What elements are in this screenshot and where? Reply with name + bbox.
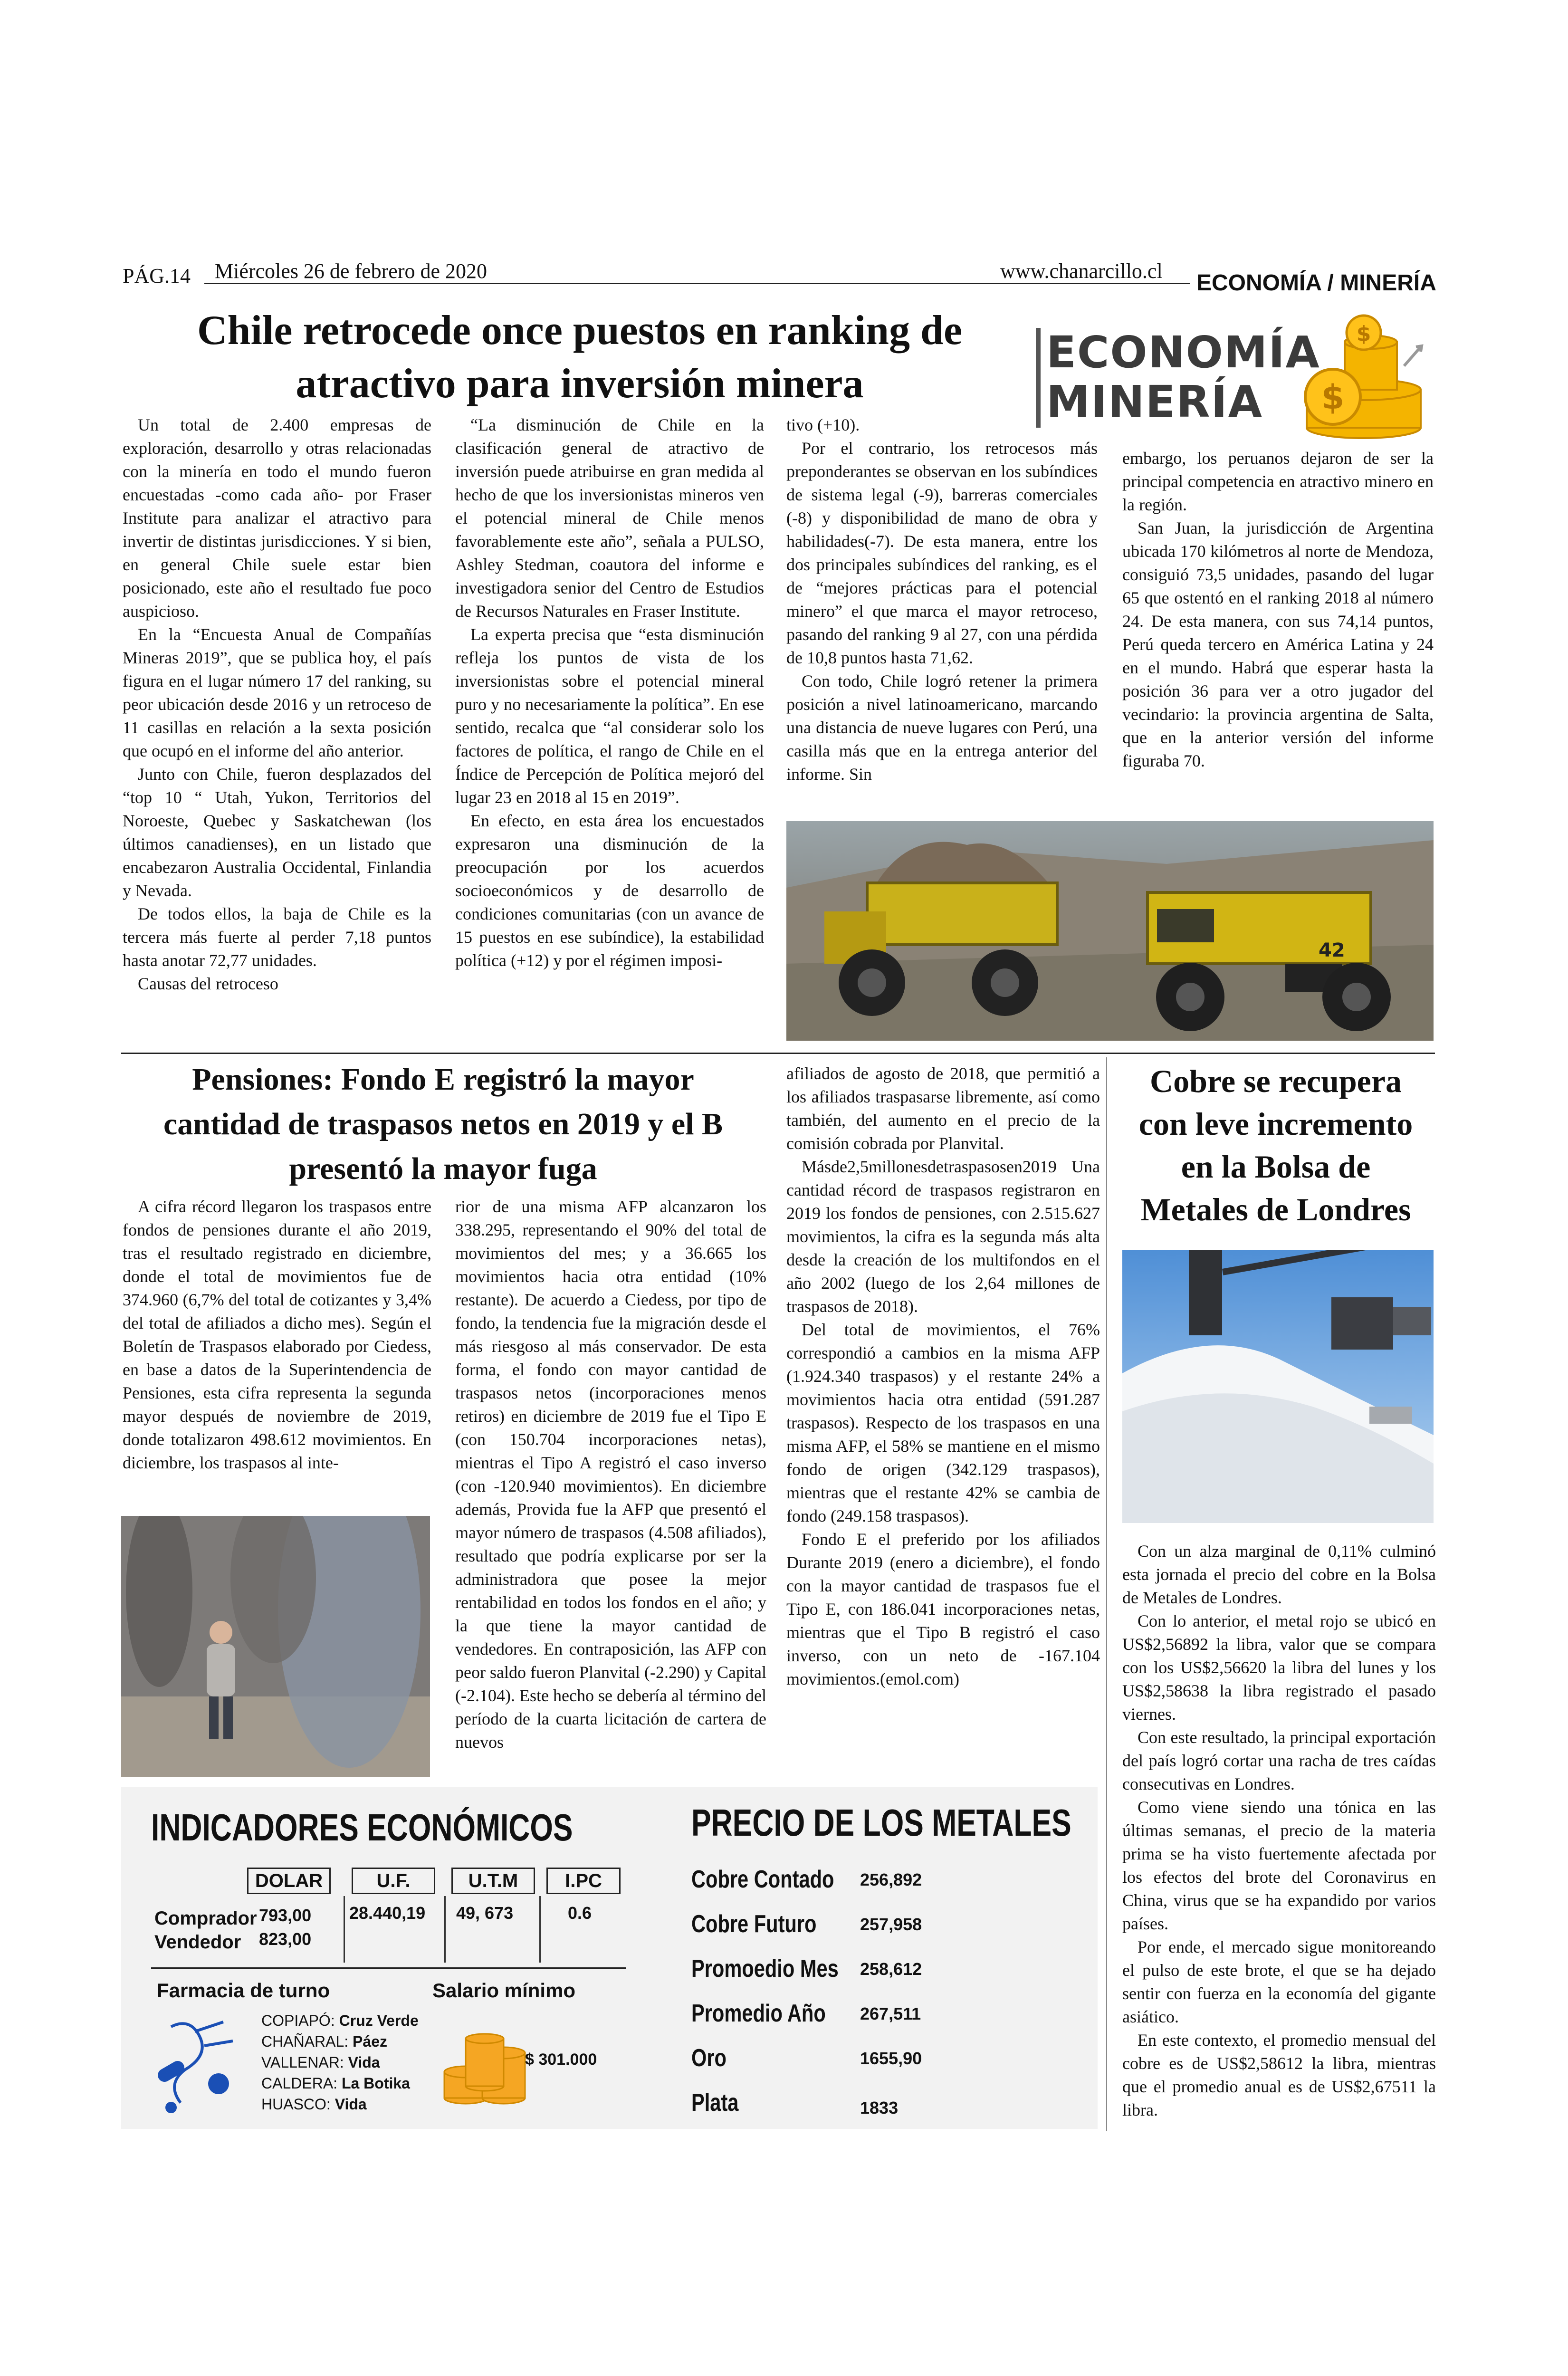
header-rule bbox=[204, 283, 1190, 284]
paragraph: Por el contrario, los retrocesos más preponderantes se observan en los subíndices de sistema legal (-9), barreras comerciales (-8) y disponibilidad de mano de obra y habilidades(-7). De esta manera, entre los dos principales subíndices del ranking, es el de “mejores prácticas para el potencial minero” el que marca el mayor retroceso, pasando del ranking 9 al 27, con una pérdida de 10,8 puntos hasta 71,62. bbox=[786, 439, 1098, 667]
paragraph: Por ende, el mercado sigue monitoreando el pulso de este brote, el que se ha dejado sentir con fuerza en la economía del gigante asiático. bbox=[1122, 1937, 1436, 2026]
dolar-header: DOLAR bbox=[247, 1868, 331, 1894]
farmacia-row: CHAÑARAL: Páez bbox=[261, 2033, 387, 2050]
paragraph: “La disminución de Chile en la clasificación general de atractivo de inversión puede atribuirse en gran medida al hecho de que los inversionistas mineros ven el potencial mineral de Chile menos favorablemente este año”, señala a PULSO, Ashley Stedman, coautora del informe e investigadora senior del Centro de Estudios de Recursos Naturales en Fraser Institute. bbox=[455, 415, 764, 621]
vendedor-label: Vendedor bbox=[154, 1932, 241, 1953]
article2-col1 bbox=[123, 1195, 431, 1475]
salario-value: $ 301.000 bbox=[525, 2050, 597, 2069]
pedestrians-image bbox=[121, 1516, 430, 1777]
section-divider bbox=[121, 1053, 1435, 1054]
paragraph: A cifra récord llegaron los traspasos entre fondos de pensiones durante el año 2019, tras el resultado registrado en diciembre, donde el total de movimientos fue de 374.960 (6,7% del total de cotizantes y 3,4% del total de afiliados a dicho mes). Según el Boletín de Traspasos elaborado por Ciedess, en base a datos de la Superintendencia de Pensiones, esta cifra representa la segunda mayor después de noviembre de 2019, donde totalizaron 498.612 movimientos. En diciembre, los traspasos al inte- bbox=[123, 1197, 431, 1472]
metal-label: Promedio Año bbox=[691, 2000, 826, 2027]
comprador-label: Comprador bbox=[154, 1908, 257, 1929]
paragraph: Con lo anterior, el metal rojo se ubicó en US$2,56892 la libra, valor que se compara con los US$2,56620 la libra del lunes y los US$2,58638 la libra registrado el pasado viernes. bbox=[1122, 1611, 1436, 1724]
section-label: ECONOMÍA / MINERÍA bbox=[1196, 270, 1436, 296]
metal-value: 258,612 bbox=[860, 1959, 922, 1979]
metal-row bbox=[691, 1999, 976, 2044]
metal-label: Oro bbox=[691, 2044, 727, 2072]
farmacia-row: VALLENAR: Vida bbox=[261, 2054, 380, 2071]
paragraph: San Juan, la jurisdicción de Argentina ubicada 170 kilómetros al norte de Mendoza, consiguió 73,5 unidades, pasando del lugar 65 que ostentó en el ranking 2018 al número 24. De esta manera, con sus 74,14 puntos, Perú queda tercero en América Latina y 24 en el mundo. Habrá que esperar hasta la posición 36 para ver a otro jugador del vecindario: la provincia argentina de Salta, que en la anterior versión del informe figuraba 70. bbox=[1122, 518, 1434, 770]
svg-text:$: $ bbox=[1356, 322, 1371, 346]
metal-row bbox=[691, 1954, 976, 1999]
metals-title: PRECIO DE LOS METALES bbox=[691, 1801, 1071, 1844]
paragraph: En efecto, en esta área los encuestados expresaron una disminución de la preocupación por los acuerdos socioeconómicos y de desarrollo de condiciones comunitarias (con un avance de 15 puestos en ese subíndice), la estabilidad política (+12) y por el régimen imposi- bbox=[455, 811, 764, 970]
utm-header: U.T.M bbox=[451, 1868, 535, 1894]
paragraph: La experta precisa que “esta disminución refleja los puntos de vista de los inversionistas sobre el potencial mineral puro y no necesariamente la política”. En ese sentido, recalca que “al considerar solo los factores de política, el rango de Chile en el Índice de Percepción de Política mejoró del lugar 23 en 2018 al 15 en 2019”. bbox=[455, 625, 764, 807]
paragraph: Con este resultado, la principal exportación del país logró cortar una racha de tres caídas consecutivas en Londres. bbox=[1122, 1728, 1436, 1793]
article1-col3 bbox=[786, 413, 1098, 786]
paragraph: afiliados de agosto de 2018, que permitió a los afiliados traspasarse libremente, así como también, del aumento en el precio de la comisión cobrada por Planvital. bbox=[786, 1064, 1100, 1153]
article3-title-line1: Cobre se recupera bbox=[1149, 1063, 1402, 1099]
ind-col-div2 bbox=[444, 1896, 446, 1963]
article1-title-line1: Chile retrocede once puestos en ranking de bbox=[197, 307, 962, 354]
dolar-comprador: 793,00 bbox=[259, 1906, 312, 1925]
page-number: PÁG.14 bbox=[123, 264, 191, 287]
metal-label: Cobre Futuro bbox=[691, 1910, 817, 1938]
article3-title bbox=[1112, 1060, 1440, 1231]
ind-col-div3 bbox=[539, 1896, 541, 1963]
paragraph: En la “Encuesta Anual de Compañías Mineras 2019”, que se publica hoy, el país figura en el lugar número 17 del ranking, su peor ubicación desde 2016 y un retroceso de 11 casillas en relación a la sexta posición que ocupó en el informe del año anterior. bbox=[123, 625, 431, 760]
copper-plant-photo bbox=[1122, 1250, 1434, 1523]
subheading: Causas del retroceso bbox=[138, 974, 278, 993]
metal-row bbox=[691, 2089, 976, 2133]
metal-label: Promoedio Mes bbox=[691, 1955, 839, 1983]
paragraph: Como viene siendo una tónica en las últimas semanas, el precio de la materia prima se ha visto fuertemente afectada por los efectos del brote del Coronavirus en China, virus que se ha expandido por varios países. bbox=[1122, 1798, 1436, 1933]
article2-title-line2: cantidad de traspasos netos en 2019 y el B bbox=[163, 1107, 723, 1141]
article1-col1 bbox=[123, 413, 431, 996]
metal-row bbox=[691, 1910, 976, 1954]
paragraph: tivo (+10). bbox=[786, 415, 860, 434]
metal-value: 257,958 bbox=[860, 1915, 922, 1934]
uf-value: 28.440,19 bbox=[349, 1903, 426, 1923]
paragraph: Másde2,5millonesdetraspasosen2019 Una cantidad récord de traspasos registraron en 2019 los fondos de pensiones, con 2.515.627 movimientos, la cifra es la segunda más alta desde la creación de los multifondos en el año 2002 (luego de los 2,64 millones de traspasos de 2018). bbox=[786, 1157, 1100, 1316]
article2-title-line1: Pensiones: Fondo E registró la mayor bbox=[192, 1062, 694, 1097]
article3-title-line2: con leve incremento bbox=[1138, 1106, 1413, 1142]
paragraph: Un total de 2.400 empresas de exploración, desarrollo y otras relacionadas con la minería en todo el mundo fueron encuestadas -como cada año- por Fraser Institute para analizar el atractivo para invertir de distintas jurisdicciones. Y si bien, en general Chile suele estar bien posicionado, este año el resultado fue poco auspicioso. bbox=[123, 415, 431, 621]
farmacia-row: CALDERA: La Botika bbox=[261, 2075, 410, 2092]
metal-value: 267,511 bbox=[860, 2004, 921, 2023]
article2-col3 bbox=[786, 1062, 1100, 1691]
logo-bar bbox=[1036, 328, 1041, 428]
article1-col4 bbox=[1122, 447, 1434, 773]
metal-label: Plata bbox=[691, 2089, 739, 2117]
farmacia-row: HUASCO: Vida bbox=[261, 2096, 367, 2113]
farmacia-title: Farmacia de turno bbox=[157, 1979, 330, 2002]
paragraph: embargo, los peruanos dejaron de ser la principal competencia en atractivo minero en la región. bbox=[1122, 449, 1434, 514]
article2-title-line3: presentó la mayor fuga bbox=[289, 1151, 597, 1186]
issue-date: Miércoles 26 de febrero de 2020 bbox=[215, 259, 488, 283]
mining-trucks-image bbox=[786, 821, 1434, 1041]
logo-line1: ECONOMÍA bbox=[1046, 327, 1320, 378]
metal-row bbox=[691, 1865, 976, 1910]
metals-table bbox=[691, 1865, 976, 2133]
paragraph: De todos ellos, la baja de Chile es la tercera más fuerte al perder 7,18 puntos hasta anotar 72,77 unidades. bbox=[123, 904, 431, 970]
farmacia-row: COPIAPÓ: Cruz Verde bbox=[261, 2012, 419, 2029]
article3-col bbox=[1122, 1540, 1436, 2122]
ipc-value: 0.6 bbox=[568, 1903, 592, 1923]
paragraph: En este contexto, el promedio mensual del cobre es de US$2,58612 la libra, mientras que el promedio anual es de US$2,67511 la libra. bbox=[1122, 2031, 1436, 2119]
article2-title bbox=[121, 1057, 765, 1191]
pharmacy-icon bbox=[152, 2012, 238, 2117]
indicators-rule bbox=[151, 1967, 626, 1969]
mining-trucks-photo bbox=[786, 821, 1434, 1041]
article2-col2 bbox=[455, 1195, 766, 1754]
article1-title-line2: atractivo para inversión minera bbox=[296, 361, 864, 407]
paragraph: Fondo E el preferido por los afiliados Durante 2019 (enero a diciembre), el fondo con la mayor cantidad de traspasos fue el Tipo E, con 186.041 incorporaciones netas, mientras que el Tipo B registró el caso inverso, con un neto de -167.104 movimientos.(emol.com) bbox=[786, 1530, 1100, 1688]
paragraph: Del total de movimientos, el 76% correspondió a cambios en la misma AFP (1.924.340 traspasos) y el restante 24% a movimientos hacia otra entidad (591.287 traspasos). Respecto de los traspasos en una misma AFP, el 58% se mantiene en el mismo fondo de origen (342.129 traspasos), mientras que el restante 42% se cambia de fondo (249.158 traspasos). bbox=[786, 1320, 1100, 1525]
metal-value: 1655,90 bbox=[860, 2049, 922, 2068]
article1-col2 bbox=[455, 413, 764, 972]
metal-value: 1833 bbox=[860, 2098, 899, 2117]
dolar-vendedor: 823,00 bbox=[259, 1929, 312, 1949]
metal-value: 256,892 bbox=[860, 1870, 922, 1889]
ipc-header: I.PC bbox=[546, 1868, 621, 1894]
article3-title-line4: Metales de Londres bbox=[1140, 1191, 1411, 1227]
copper-plant-image bbox=[1122, 1250, 1434, 1523]
salario-title: Salario mínimo bbox=[432, 1979, 576, 2002]
logo-line2: MINERÍA bbox=[1046, 376, 1263, 427]
farmacia-list bbox=[261, 2010, 419, 2115]
paragraph: Con un alza marginal de 0,11% culminó esta jornada el precio del cobre en la Bolsa de Metales de Londres. bbox=[1122, 1542, 1436, 1607]
pedestrians-photo bbox=[121, 1516, 430, 1777]
site-url[interactable]: www.chanarcillo.cl bbox=[1000, 259, 1163, 283]
article1-title bbox=[121, 304, 1038, 411]
svg-text:$: $ bbox=[1321, 378, 1345, 417]
uf-header: U.F. bbox=[352, 1868, 435, 1894]
ind-col-div1 bbox=[344, 1896, 345, 1963]
svg-text:42: 42 bbox=[1319, 939, 1345, 961]
coins-stack-icon bbox=[437, 2020, 532, 2110]
paragraph: Junto con Chile, fueron desplazados del “top 10 “ Utah, Yukon, Territorios del Noroeste, Quebec y Saskatchewan (los últimos canadienses), en un listado que encabezaron Australia Occidental, Finlandia y Nevada. bbox=[123, 765, 431, 900]
column-divider bbox=[1106, 1057, 1107, 2131]
metal-label: Cobre Contado bbox=[691, 1866, 834, 1893]
paragraph: rior de una misma AFP alcanzaron los 338.295, representando el 90% del total de movimientos del mes; y a 36.665 los movimientos hacia otra entidad (10% restante). De acuerdo a Ciedess, por tipo de fondo, la tendencia fue la migración desde el más riesgoso al más conservador. De esta forma, el fondo con mayor cantidad de traspasos netos (incorporaciones menos retiros) en diciembre de 2019 fue el Tipo E (con 150.704 incorporaciones netas), mientras el Tipo A registró el caso inverso (con -120.940 movimientos). En diciembre además, Provida fue la AFP que presentó el mayor número de traspasos (4.508 afiliados), resultado que podría explicarse por ser la administradora que posee la mejor rentabilidad en todos los fondos en el año; y la que tiene la mayor cantidad de vendedores. En contraposición, las AFP con peor saldo fueron Planvital (-2.290) y Capital (-2.104). Este hecho se debería al término del período de la cuarta licitación de cartera de nuevos bbox=[455, 1197, 766, 1752]
article3-title-line3: en la Bolsa de bbox=[1181, 1149, 1371, 1185]
paragraph: Con todo, Chile logró retener la primera posición a nivel latinoamericano, marcando una distancia de nueve lugares con Perú, una casilla más que en la entrega anterior del informe. Sin bbox=[786, 671, 1098, 784]
utm-value: 49, 673 bbox=[456, 1903, 514, 1923]
metal-row bbox=[691, 2044, 976, 2089]
indicators-title: INDICADORES ECONÓMICOS bbox=[151, 1806, 573, 1849]
coins-icon bbox=[1292, 314, 1430, 442]
